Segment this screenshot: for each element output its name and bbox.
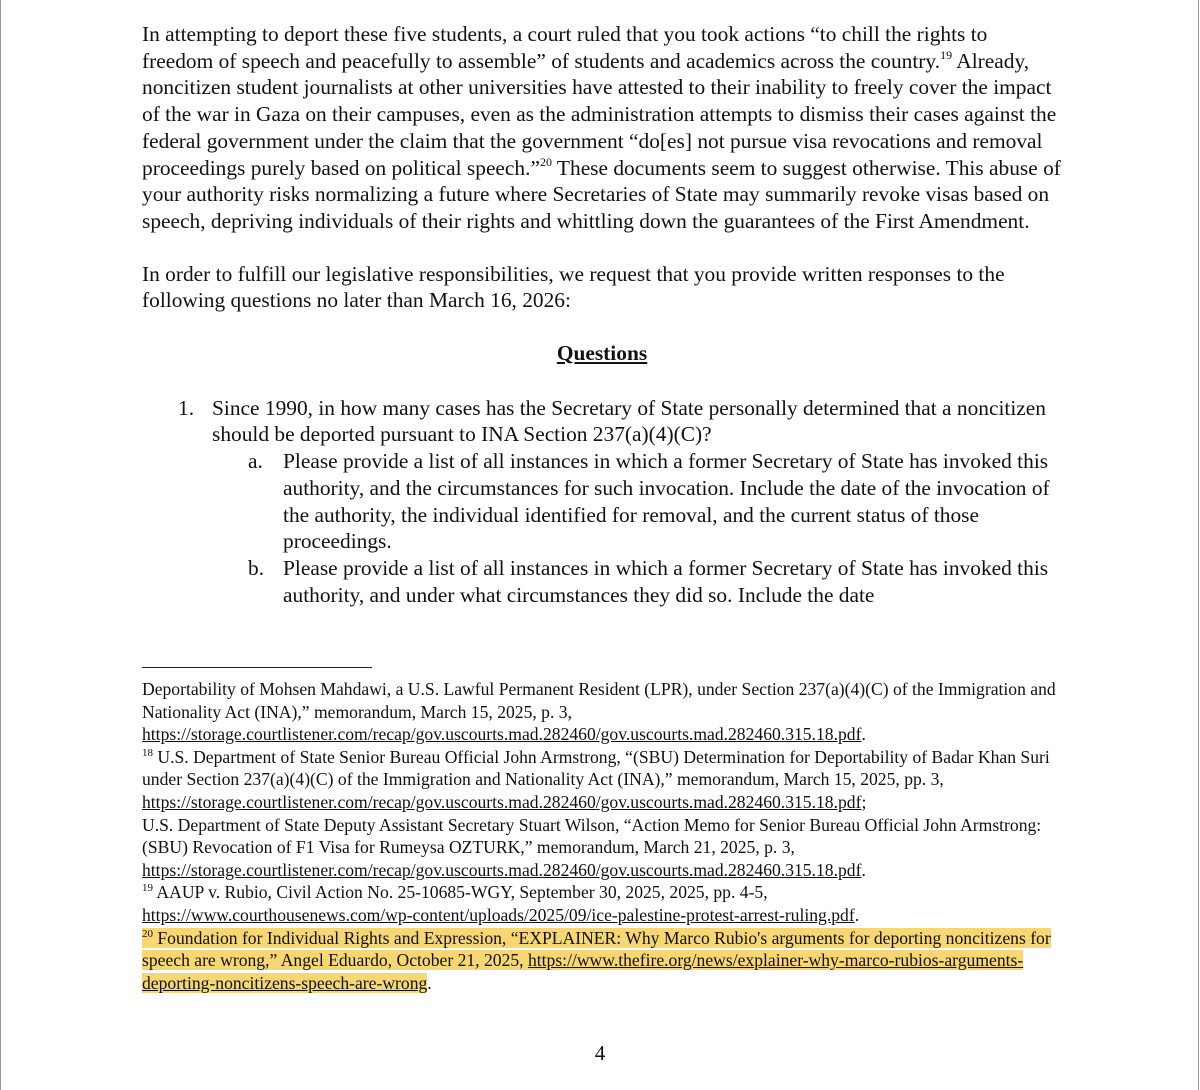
question-text: Since 1990, in how many cases has the Secretary of State personally determined that a noncitizen should be deported pursuant to INA Section 237(a)(4)(C)? <box>212 395 1046 447</box>
footnote-text: U.S. Department of State Deputy Assistant Secretary Stuart Wilson, “Action Memo for Senior Bureau Official John Armstrong: (SBU) Revocation of F1 Visa for Rumeysa OZTURK,” memorandum, March 21, 2025, p. 3, <box>142 814 1042 858</box>
footnote-end: . <box>854 904 860 925</box>
footnote-text: Deportability of Mohsen Mahdawi, a U.S. Lawful Permanent Resident (LPR), under Section 237(a)(4)(C) of the Immigration and Nationality Act (INA),” memorandum, March 15, 2025, p. 3, <box>142 679 1056 722</box>
sub-question-item <box>212 555 1062 608</box>
page-number: 4 <box>594 1041 606 1065</box>
footnote-number: 20 <box>142 927 153 940</box>
sub-question-text: Please provide a list of all instances in which a former Secretary of State has invoked this authority, and under what circumstances they did so. Include the date <box>283 555 1049 607</box>
question-item <box>142 395 1062 609</box>
para1-text-2: Already, noncitizen student journalists at other universities have attested to their inability to freely cover the impact of the war in Gaza on their campuses, even as the administration attempts to dismiss their cases against the federal government under the claim that the government “do[es] not pursue visa revocations and removal proceedings purely based on political speech.” <box>142 48 1057 180</box>
footnote-link[interactable]: https://storage.courtlistener.com/recap/gov.uscourts.mad.282460/gov.uscourts.mad.282460.315.18.pdf <box>142 859 862 880</box>
para1-text-3: These documents seem to suggest otherwise. This abuse of your authority risks normalizing a future where Secretaries of State may summarily revoke visas based on speech, depriving individuals of their rights and whittling down the guarantees of the First Amendment. <box>142 155 1061 233</box>
footnote-end: . <box>861 724 866 745</box>
footnote-separator-char: ; <box>861 791 867 812</box>
footnote-19 <box>142 881 1082 926</box>
footnote-end: . <box>861 859 866 880</box>
body-paragraph-2: In order to fulfill our legislative responsibilities, we request that you provide written responses to the following questions no later than March 16, 2026: <box>142 261 1005 313</box>
footnote-number: 19 <box>142 882 153 895</box>
footnote-separator <box>142 667 372 668</box>
footnote-text: AAUP v. Rubio, Civil Action No. 25-10685-WGY, September 30, 2025, 2025, pp. 4-5, <box>153 882 768 903</box>
questions-heading: Questions <box>556 341 648 366</box>
body-paragraph-1 <box>142 21 1062 235</box>
footnote-18 <box>142 746 1082 882</box>
footnote-20 <box>142 927 1082 995</box>
page-right-border <box>1198 0 1199 1090</box>
sub-question-text: Please provide a list of all instances in which a former Secretary of State has invoked this authority, and the circumstances for such invocation. Include the date of the invocation of the authority, the individual identified for removal, and the current status of those proceedings. <box>283 449 1050 554</box>
footnote-link[interactable]: https://storage.courtlistener.com/recap/gov.uscourts.mad.282460/gov.uscourts.mad.282460.315.18.pdf <box>142 724 862 745</box>
sub-question-list <box>212 448 1062 608</box>
footnote-ref-19[interactable]: 19 <box>940 47 953 62</box>
footnote-number: 18 <box>142 746 153 759</box>
sub-question-letter: a. <box>248 449 263 474</box>
document-body <box>142 21 1062 608</box>
footnote-link[interactable]: https://www.courthousenews.com/wp-content/uploads/2025/09/ice-palestine-protest-arrest-ruling.pdf <box>142 904 855 925</box>
footnote-ref-20[interactable]: 20 <box>539 154 552 169</box>
footnotes-section <box>142 678 1082 994</box>
footnote-link[interactable]: https://storage.courtlistener.com/recap/gov.uscourts.mad.282460/gov.uscourts.mad.282460.315.18.pdf <box>142 791 862 812</box>
sub-question-letter: b. <box>248 555 265 580</box>
sub-question-item <box>212 448 1062 555</box>
question-number: 1. <box>178 395 195 420</box>
footnote-17-continued <box>142 678 1082 746</box>
page-left-border <box>0 0 1 1090</box>
questions-list <box>142 395 1062 609</box>
footnote-text: Foundation for Individual Rights and Expression, “EXPLAINER: Why Marco Rubio's arguments for deporting noncitizens for speech are wrong,” Angel Eduardo, October 21, 2025, <box>142 927 1051 971</box>
footnote-link[interactable]: https://www.thefire.org/news/explainer-why-marco-rubios-arguments-deporting-noncitizens-speech-are-wrong <box>142 950 1024 993</box>
footnote-text: U.S. Department of State Senior Bureau Official John Armstrong, “(SBU) Determination for Deportability of Badar Khan Suri under Section 237(a)(4)(C) of the Immigration and Nationality Act (INA),” memorandum, March 15, 2025, pp. 3, <box>142 746 1050 790</box>
footnote-end: . <box>427 972 432 993</box>
para1-text-1: In attempting to deport these five students, a court ruled that you took actions “to chill the rights to freedom of speech and peacefully to assemble” of students and academics across the country. <box>142 22 988 73</box>
highlighted-footnote <box>142 928 1051 993</box>
